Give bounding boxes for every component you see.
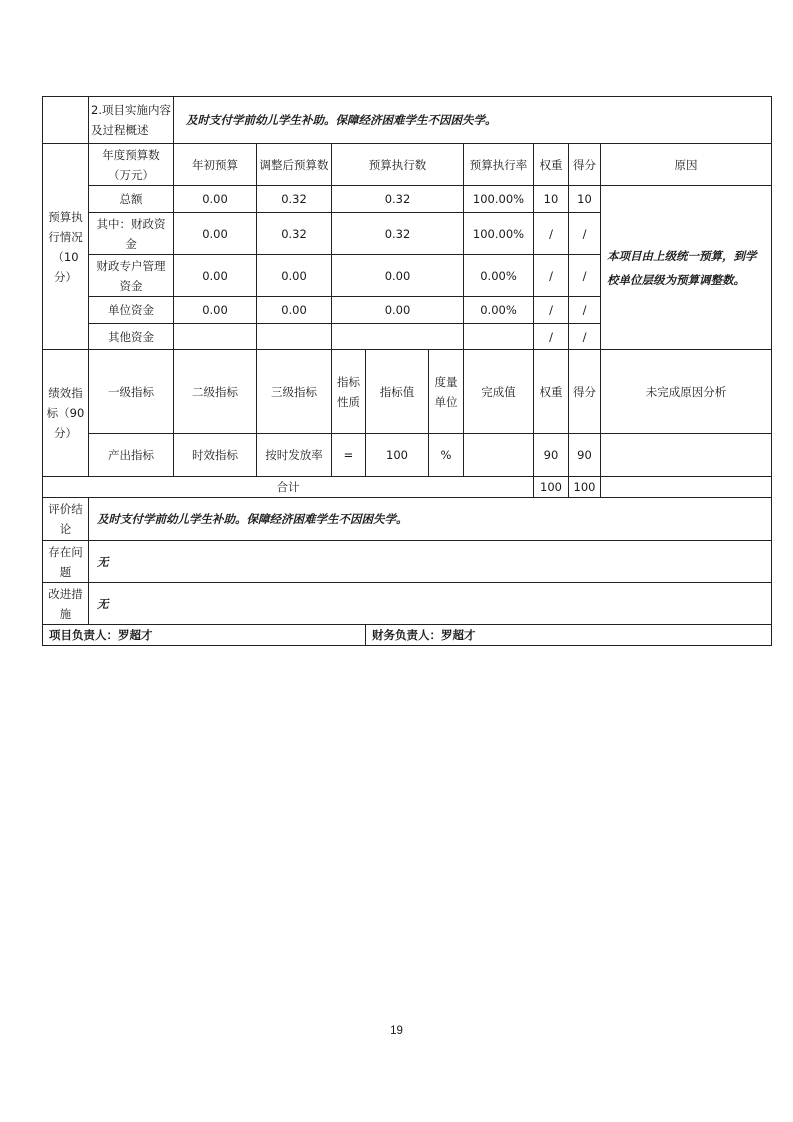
budget-row-weight: / — [534, 213, 569, 255]
budget-row-initial: 0.00 — [174, 213, 257, 255]
perf-row-score: 90 — [569, 434, 601, 477]
budget-header-adjusted: 调整后预算数 — [257, 144, 332, 186]
evaluation-row — [43, 498, 772, 541]
perf-row-level1: 产出指标 — [89, 434, 174, 477]
total-label: 合计 — [43, 477, 534, 498]
perf-header-weight: 权重 — [534, 350, 569, 434]
budget-row-initial: 0.00 — [174, 255, 257, 297]
table-row — [43, 434, 772, 477]
budget-row-score: / — [569, 324, 601, 350]
perf-header-value: 指标值 — [366, 350, 429, 434]
perf-header-row — [43, 350, 772, 434]
total-weight: 100 — [534, 477, 569, 498]
issues-row — [43, 541, 772, 583]
table-row — [43, 186, 772, 213]
budget-reason-text: 本项目由上级统一预算，到学校单位层级为预算调整数。 — [601, 186, 772, 350]
page-number: 19 — [390, 1025, 403, 1037]
budget-row-executed: 0.32 — [332, 186, 464, 213]
budget-row-initial: 0.00 — [174, 297, 257, 324]
budget-row-score: / — [569, 213, 601, 255]
budget-header-row — [43, 144, 772, 186]
budget-row-adjusted: 0.32 — [257, 186, 332, 213]
evaluation-label: 评价结论 — [43, 498, 89, 541]
perf-row-unit: % — [429, 434, 464, 477]
perf-row-level3: 按时发放率 — [257, 434, 332, 477]
perf-header-score: 得分 — [569, 350, 601, 434]
budget-row-rate: 0.00% — [464, 255, 534, 297]
budget-header-executed: 预算执行数 — [332, 144, 464, 186]
budget-row-name: 总额 — [89, 186, 174, 213]
perf-row-weight: 90 — [534, 434, 569, 477]
budget-row-executed: 0.32 — [332, 213, 464, 255]
perf-header-level3: 三级指标 — [257, 350, 332, 434]
perf-header-reason: 未完成原因分析 — [601, 350, 772, 434]
budget-row-name: 财政专户管理资金 — [89, 255, 174, 297]
performance-evaluation-table — [42, 96, 772, 646]
impl-row — [43, 97, 772, 144]
budget-row-initial: 0.00 — [174, 186, 257, 213]
budget-row-adjusted: 0.00 — [257, 255, 332, 297]
budget-row-rate: 100.00% — [464, 186, 534, 213]
blank-cell — [43, 97, 89, 144]
budget-header-initial: 年初预算 — [174, 144, 257, 186]
perf-header-level1: 一级指标 — [89, 350, 174, 434]
improvements-content: 无 — [89, 583, 772, 625]
budget-header-score: 得分 — [569, 144, 601, 186]
perf-row-completion — [464, 434, 534, 477]
budget-header-reason: 原因 — [601, 144, 772, 186]
budget-header-item: 年度预算数（万元） — [89, 144, 174, 186]
budget-header-weight: 权重 — [534, 144, 569, 186]
perf-row-nature: = — [332, 434, 366, 477]
perf-row-value: 100 — [366, 434, 429, 477]
budget-row-score: 10 — [569, 186, 601, 213]
budget-row-weight: 10 — [534, 186, 569, 213]
impl-label: 2.项目实施内容及过程概述 — [89, 97, 174, 144]
perf-header-nature: 指标性质 — [332, 350, 366, 434]
budget-row-adjusted — [257, 324, 332, 350]
budget-row-rate — [464, 324, 534, 350]
total-blank — [601, 477, 772, 498]
budget-row-name: 其他资金 — [89, 324, 174, 350]
improvements-row — [43, 583, 772, 625]
budget-row-score: / — [569, 255, 601, 297]
budget-row-executed — [332, 324, 464, 350]
project-lead: 项目负责人：罗超才 — [43, 625, 366, 646]
issues-label: 存在问题 — [43, 541, 89, 583]
evaluation-content: 及时支付学前幼儿学生补助。保障经济困难学生不因困失学。 — [89, 498, 772, 541]
impl-content: 及时支付学前幼儿学生补助。保障经济困难学生不因困失学。 — [174, 97, 772, 144]
budget-header-rate: 预算执行率 — [464, 144, 534, 186]
perf-header-completion: 完成值 — [464, 350, 534, 434]
perf-header-unit: 度量单位 — [429, 350, 464, 434]
budget-row-rate: 0.00% — [464, 297, 534, 324]
budget-section-label: 预算执行情况（10分） — [43, 144, 89, 350]
budget-row-rate: 100.00% — [464, 213, 534, 255]
perf-section-label: 绩效指标（90分） — [43, 350, 89, 477]
perf-row-reason — [601, 434, 772, 477]
budget-row-weight: / — [534, 324, 569, 350]
budget-row-name: 其中：财政资金 — [89, 213, 174, 255]
budget-row-adjusted: 0.32 — [257, 213, 332, 255]
signature-row — [43, 625, 772, 646]
budget-row-score: / — [569, 297, 601, 324]
issues-content: 无 — [89, 541, 772, 583]
budget-row-initial — [174, 324, 257, 350]
improvements-label: 改进措施 — [43, 583, 89, 625]
total-score: 100 — [569, 477, 601, 498]
budget-row-weight: / — [534, 255, 569, 297]
finance-lead: 财务负责人：罗超才 — [366, 625, 772, 646]
budget-row-executed: 0.00 — [332, 297, 464, 324]
total-row — [43, 477, 772, 498]
budget-row-executed: 0.00 — [332, 255, 464, 297]
budget-row-adjusted: 0.00 — [257, 297, 332, 324]
budget-row-weight: / — [534, 297, 569, 324]
perf-row-level2: 时效指标 — [174, 434, 257, 477]
budget-row-name: 单位资金 — [89, 297, 174, 324]
perf-header-level2: 二级指标 — [174, 350, 257, 434]
